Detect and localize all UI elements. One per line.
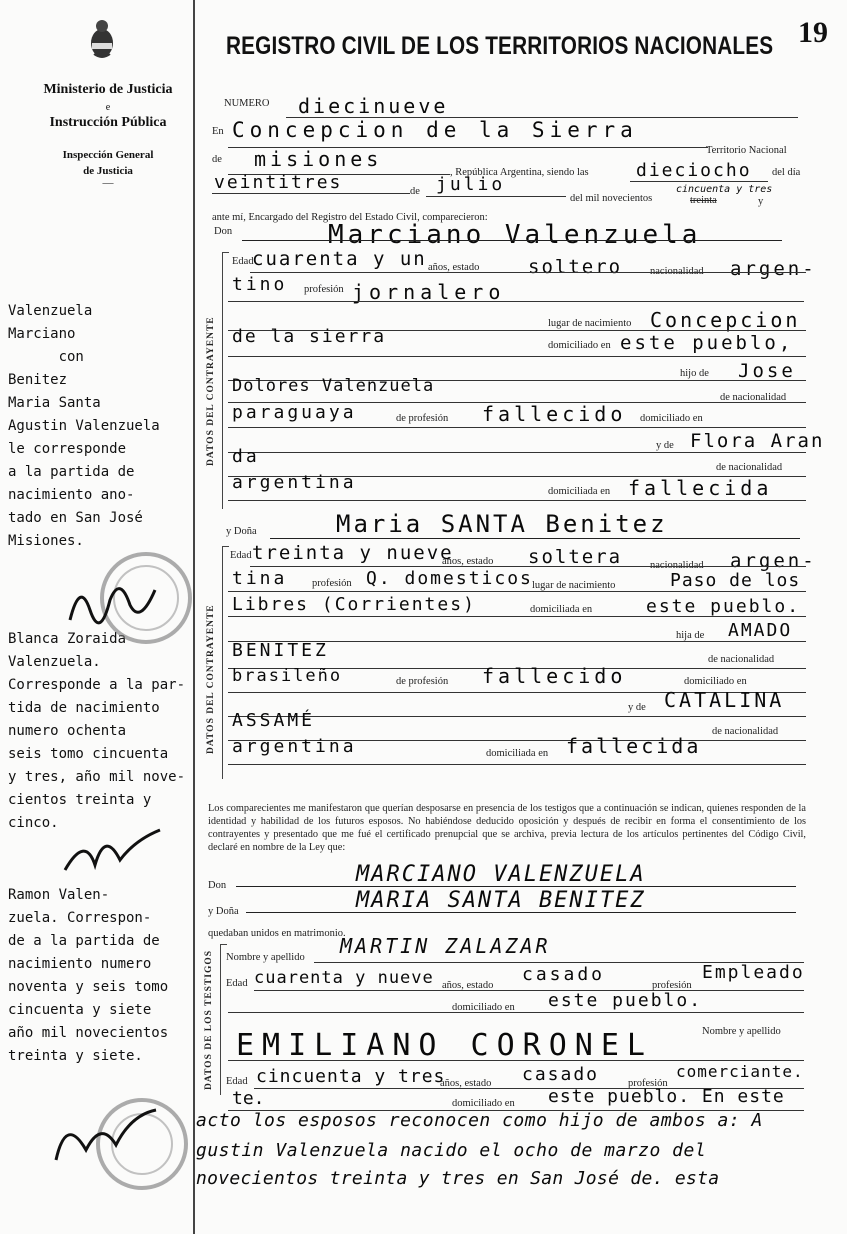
witness2-name: EMILIANO CORONEL <box>236 1028 653 1063</box>
groom-profesion: jornalero <box>352 280 506 304</box>
hours-value: dieciocho <box>636 160 752 181</box>
coat-of-arms-icon <box>88 18 116 60</box>
bride-edad: treinta y nueve <box>252 542 454 564</box>
groom-de-profesion: de profesión <box>396 413 449 424</box>
bride-mother-b: ASSAMÉ <box>232 710 316 731</box>
statement-closing: quedaban unidos en matrimonio. <box>208 928 346 939</box>
groom-mother-dom: fallecida <box>628 476 773 500</box>
bride-profesion-label: profesión <box>312 578 352 589</box>
bride-father-a: AMADO <box>728 620 793 641</box>
groom-domiciliada-label: domiciliada en <box>548 486 611 497</box>
groom-lugar-label: lugar de nacimiento <box>548 318 632 329</box>
ministry-sub2: de Justicia <box>83 165 133 177</box>
bride-hija-label: hija de <box>676 630 705 641</box>
del-dia-label: del día <box>772 167 801 178</box>
groom-edad: cuarenta y un <box>252 248 427 270</box>
bride-mother-a: CATALINA <box>664 688 785 712</box>
republica-label: , República Argentina, siendo las <box>450 167 589 178</box>
witness1-profesion-label: profesión <box>652 980 692 991</box>
bride-father-dom-label: domiciliado en <box>684 676 747 687</box>
bride-father-nat: brasileño <box>232 666 343 686</box>
groom-mother-b: da <box>232 446 260 467</box>
bride-father-b: BENITEZ <box>232 640 329 661</box>
en-label: En <box>212 126 224 137</box>
bride-de-profesion: de profesión <box>396 676 449 687</box>
ministry-dash: — <box>102 177 114 189</box>
witness1-edad-label: Edad <box>226 978 248 989</box>
bride-mother-dom: fallecida <box>566 734 702 758</box>
margin-note-2: Blanca Zoraida Valenzuela. Corresponde a la par- tida de nacimiento numero ochenta seis tomo cincuenta y tres, año mil nove- cientos treinta y cinco. <box>8 631 186 831</box>
territory-value: misiones <box>254 147 383 171</box>
bride-domiciliada-label: domiciliada en <box>530 604 593 615</box>
groom-profesion-label: profesión <box>304 284 344 295</box>
witness1-name: MARTIN ZALAZAR <box>340 934 551 958</box>
bride-mother-de-nacionalidad: de nacionalidad <box>712 726 779 737</box>
groom-y-de: y de <box>656 440 674 451</box>
witness1-nombre-label: Nombre y apellido <box>226 952 305 963</box>
bride-lugar-a: Paso de los <box>670 570 801 591</box>
ministry-line1: Ministerio de Justicia <box>43 82 173 97</box>
bride-mother-dom-label: domiciliada en <box>486 748 549 759</box>
bride-y-de: y de <box>628 702 646 713</box>
don-label: Don <box>214 226 233 237</box>
place-value: Concepcion de la Sierra <box>232 118 638 142</box>
de-label-2: de <box>410 186 420 197</box>
groom-de-nacionalidad: de nacionalidad <box>720 392 787 403</box>
statement-bride: MARIA SANTA BENITEZ <box>356 888 646 913</box>
document-title: REGISTRO CIVIL DE LOS TERRITORIOS NACIONALES <box>226 32 774 60</box>
bride-nacionalidad-label: nacionalidad <box>650 560 704 571</box>
signature-3 <box>46 1100 166 1170</box>
witness1-profesion: Empleado <box>702 962 805 983</box>
witness2-edad: cincuenta y tres <box>256 1066 446 1087</box>
bride-lugar-label: lugar de nacimiento <box>532 580 616 591</box>
bride-name: Maria SANTA Benitez <box>336 510 668 538</box>
witness2-domicilio: este pueblo. En este <box>548 1086 785 1107</box>
bride-profesion: Q. domesticos <box>366 568 533 589</box>
numero-value: diecinueve <box>298 94 449 118</box>
margin-note-3: Ramon Valen- zuela. Correspon- de a la partida de nacimiento numero noventa y seis tomo cincuenta y siete año mil novecientos treinta y siete. <box>8 887 169 1064</box>
witness2-anos-estado: años, estado <box>440 1078 492 1089</box>
de-label: de <box>212 154 222 165</box>
witness2-nombre-label: Nombre y apellido <box>702 1026 781 1037</box>
contrayente-label: DATOS DEL CONTRAYENTE <box>206 316 216 466</box>
signature-1 <box>60 570 170 630</box>
groom-father-a: Jose <box>738 360 796 382</box>
witness1-dom-label: domiciliado en <box>452 1002 515 1013</box>
day-value: veintitres <box>214 172 343 193</box>
testigos-label: DATOS DE LOS TESTIGOS <box>204 949 214 1090</box>
groom-edad-label: Edad <box>232 256 254 267</box>
groom-anos-estado: años, estado <box>428 262 480 273</box>
bride-anos-estado: años, estado <box>442 556 494 567</box>
year-text: cincuenta y tres <box>676 184 773 195</box>
bride-father-prof: fallecido <box>482 664 627 688</box>
bride-nacionalidad-a: argen- <box>730 550 817 572</box>
witness1-edad: cuarenta y nueve <box>254 968 434 988</box>
groom-lugar-a: Concepcion <box>650 308 801 332</box>
bride-domicilio: este pueblo. <box>646 596 801 617</box>
year-struck: treinta <box>690 195 717 206</box>
groom-name: Marciano Valenzuela <box>328 220 702 250</box>
groom-nacionalidad-a: argen- <box>730 258 817 280</box>
bride-de-nacionalidad: de nacionalidad <box>708 654 775 665</box>
numero-label: NUMERO <box>224 98 270 109</box>
witness2-dom-label: domiciliado en <box>452 1098 515 1109</box>
page-number: 19 <box>798 16 828 49</box>
ante-label: ante mí, Encargado del Registro del Estado Civil, comparecieron: <box>212 212 488 223</box>
groom-mother-de-nacionalidad: de nacionalidad <box>716 462 783 473</box>
witness1-anos-estado: años, estado <box>442 980 494 991</box>
bride-mother-nat: argentina <box>232 736 357 757</box>
witness2-te: te. <box>232 1088 265 1109</box>
addendum-line3: novecientos treinta y tres en San José de. esta <box>196 1168 720 1189</box>
groom-mother-a: Flora Aran <box>690 430 825 452</box>
statement-don-label: Don <box>208 880 227 891</box>
witness2-edad-label: Edad <box>226 1076 248 1087</box>
statement-text: Los comparecientes me manifestaron que querían desposarse en presencia de los testigos que a continuación se indican, quienes responden de la identidad y habilidad de los futuros esposos. No habiéndose deducido oposición y después de recibir en forma el consentimiento de los contrayentes y presentado que me fué el certificado prenupcial que se archiva, previa lectura de los artículos pertinentes del Código Civil, declaré en nombre de la Ley que: <box>208 803 806 853</box>
witness2-profesion-label: profesión <box>628 1078 668 1089</box>
statement-groom: MARCIANO VALENZUELA <box>356 862 646 887</box>
groom-nacionalidad-label: nacionalidad <box>650 266 704 277</box>
witness2-estado: casado <box>522 1064 600 1085</box>
bride-dona-label: y Doña <box>226 526 257 537</box>
witness1-estado: casado <box>522 964 606 985</box>
ministry-line2: e <box>105 102 111 113</box>
bride-edad-label: Edad <box>230 550 252 561</box>
groom-lugar-b: de la sierra <box>232 326 387 347</box>
groom-domiciliado-label: domiciliado en <box>548 340 611 351</box>
bride-estado: soltera <box>528 546 623 568</box>
groom-hijo-label: hijo de <box>680 368 709 379</box>
groom-nacionalidad-b: tino <box>232 274 288 295</box>
novecientos-label: del mil novecientos <box>570 193 653 204</box>
groom-father-dom-label: domiciliado en <box>640 413 703 424</box>
bride-lugar-b: Libres (Corrientes) <box>232 594 476 615</box>
ministry-sub1: Inspección General <box>62 149 154 161</box>
statement-dona-label: y Doña <box>208 906 239 917</box>
bride-nacionalidad-b: tina <box>232 568 288 589</box>
groom-father-nat: paraguaya <box>232 402 357 423</box>
groom-domicilio: este pueblo, <box>620 332 794 354</box>
signature-2 <box>60 820 170 880</box>
addendum-line1: acto los esposos reconocen como hijo de ambos a: A <box>196 1110 763 1131</box>
contrayente-label-2: DATOS DEL CONTRAYENTE <box>206 604 216 754</box>
witness1-domicilio: este pueblo. <box>548 990 703 1011</box>
margin-note-1: Valenzuela Marciano con Benitez Maria Santa Agustin Valenzuela le corresponde a la partida de nacimiento ano- tado en San José Misiones. <box>8 303 160 549</box>
groom-father-prof: fallecido <box>482 402 627 426</box>
groom-father-b: Dolores Valenzuela <box>232 376 435 396</box>
groom-estado: soltero <box>528 256 623 278</box>
groom-mother-nat: argentina <box>232 472 357 493</box>
witness2-profesion: comerciante. <box>676 1062 804 1081</box>
month-value: julio <box>436 174 506 195</box>
year-suffix: y <box>758 196 764 207</box>
addendum-line2: gustin Valenzuela nacido el ocho de marzo del <box>196 1140 707 1161</box>
ministry-line3: Instrucción Pública <box>49 115 167 130</box>
territorio-label: Territorio Nacional <box>706 145 787 156</box>
